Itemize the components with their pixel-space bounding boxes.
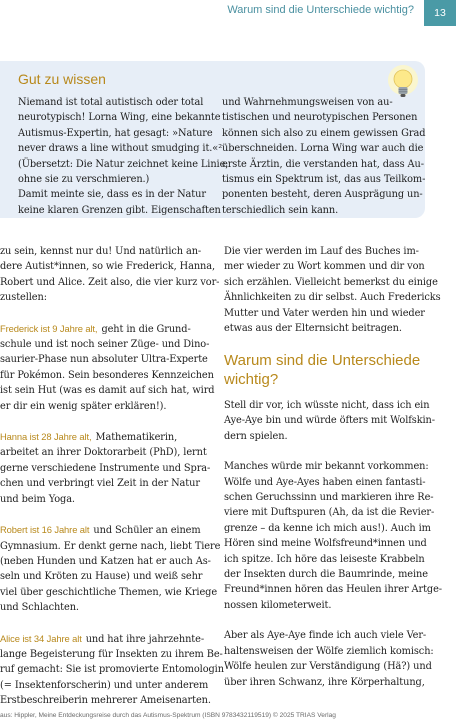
text-line: Wölfe und Aye-Ayes haben einen fantasti- bbox=[224, 476, 426, 488]
left-column bbox=[0, 244, 224, 709]
right-column-intro bbox=[224, 244, 441, 336]
alice-intro bbox=[0, 631, 212, 647]
text-line: der Insekten durch die Baumrinde, meine bbox=[224, 569, 428, 581]
hanna-tag: Hanna ist 28 Jahre alt, bbox=[0, 431, 92, 443]
text-fragment: Mathematikerin, bbox=[95, 432, 178, 444]
info-box-right-text bbox=[222, 95, 426, 218]
hanna-intro bbox=[0, 429, 212, 445]
text-line: können sich also zu einem gewissen Grad bbox=[222, 127, 426, 139]
text-line: dere Autist*innen, so wie Frederick, Hanna, bbox=[0, 261, 216, 273]
text-line: mer wieder zu Wort kommen und dir von bbox=[224, 261, 425, 273]
right-column-body bbox=[224, 398, 443, 690]
text-line: neurotypisch! Lorna Wing, eine bekannte bbox=[18, 112, 221, 124]
text-line: zustellen: bbox=[0, 292, 47, 304]
text-line: terschiedlich sein kann. bbox=[222, 204, 339, 216]
text-line: Niemand ist total autistisch oder total bbox=[18, 97, 204, 108]
text-line: und Schlachten. bbox=[0, 602, 79, 614]
text-line: zu sein, kennst nur du! Und natürlich an- bbox=[0, 246, 202, 257]
info-box-left-text bbox=[18, 95, 229, 218]
info-box-title: Gut zu wissen bbox=[18, 71, 106, 87]
text-line: grenze – da kenne ich mich aus!). Auch im bbox=[224, 522, 431, 534]
text-line: überschneiden. Lorna Wing war auch die bbox=[222, 143, 424, 155]
text-line: Aber als Aye-Aye finde ich auch viele Ver- bbox=[224, 630, 427, 642]
heading-line: wichtig? bbox=[224, 371, 279, 388]
text-line: ich spitze. Ich höre das leiseste Krabbeln bbox=[224, 553, 425, 565]
text-line: Mutter und Vater werden hin und wieder bbox=[224, 307, 425, 319]
text-line: Gymnasium. Er denkt gerne nach, liebt Tiere bbox=[0, 540, 221, 552]
text-line: (Übersetzt: Die Natur zeichnet keine Linie, bbox=[18, 158, 229, 170]
text-line: lange Begeisterung für Insekten zu ihrem Be- bbox=[0, 648, 223, 660]
frederick-intro bbox=[0, 321, 212, 337]
text-line: Stell dir vor, ich wüsste nicht, dass ich ein bbox=[224, 400, 430, 411]
text-line: saurier-Phase nun absoluter Ultra-Experte bbox=[0, 354, 208, 366]
robert-tag: Robert ist 16 Jahre alt bbox=[0, 524, 90, 536]
text-line: schule und ist noch seiner Züge- und Dino- bbox=[0, 339, 210, 351]
text-line: über ihren Schwanz, ihre Körperhaltung, bbox=[224, 676, 425, 688]
text-line: nossen kilometerweit. bbox=[224, 599, 332, 611]
text-line: (= Insektenforscherin) und unter anderem bbox=[0, 679, 209, 691]
copyright-footer: aus: Hippler, Meine Entdeckungsreise durch das Autismus-Spektrum (ISBN 9783432119519) © 2025 TRIAS Verlag bbox=[0, 712, 336, 719]
text-line: arbeitet an ihrer Doktorarbeit (PhD), lernt bbox=[0, 447, 207, 459]
section-heading bbox=[224, 351, 444, 389]
text-line: er dir ein wenig später erklären!). bbox=[0, 400, 167, 412]
text-line: tismus ein Spektrum ist, das aus Teilkom- bbox=[222, 174, 426, 186]
text-line: Aye-Aye bin und würde öfters mit Wolfskin- bbox=[224, 415, 435, 427]
text-line: (neben Hunden und Katzen hat er auch As- bbox=[0, 555, 211, 567]
text-line: etwas aus der Elternsicht beitragen. bbox=[224, 323, 402, 335]
text-line: Manches würde mir bekannt vorkommen: bbox=[224, 461, 429, 473]
text-line: erste Ärztin, die verstanden hat, dass Au- bbox=[222, 158, 424, 170]
text-line: und beim Yoga. bbox=[0, 493, 75, 505]
page-number: 13 bbox=[424, 0, 456, 26]
text-fragment: und Schüler an einem bbox=[93, 525, 201, 537]
text-line: viel über geschichtliche Themen, wie Kriege bbox=[0, 586, 218, 598]
text-line: und Wahrnehmungsweisen von au- bbox=[222, 97, 393, 108]
text-line: Erstbeschreiberin mehrerer Ameisenarten. bbox=[0, 695, 211, 707]
text-line: Hören sind meine Wolfsfreund*innen und bbox=[224, 538, 427, 550]
text-line: Die vier werden im Lauf des Buches im- bbox=[224, 246, 419, 257]
text-line: sich erzählen. Vielleicht bemerkst du einige bbox=[224, 276, 438, 288]
running-header: Warum sind die Unterschiede wichtig? bbox=[227, 4, 414, 16]
text-line: gerne verschiedene Instrumente und Spra- bbox=[0, 462, 211, 474]
text-fragment: und hat ihre jahrzehnte- bbox=[85, 633, 205, 645]
text-line: keine klaren Grenzen gibt. Eigenschaften bbox=[18, 204, 221, 216]
text-line: schen Geruchssinn und markieren ihre Re- bbox=[224, 492, 434, 504]
alice-tag: Alice ist 34 Jahre alt bbox=[0, 632, 82, 644]
text-line: für Pokémon. Sein besonderes Kennzeichen bbox=[0, 369, 214, 381]
text-line: never draws a line without smudging it.«² bbox=[18, 143, 223, 155]
text-line: dern spielen. bbox=[224, 430, 288, 442]
text-line: ist sein Hut (was es damit auf sich hat, wird bbox=[0, 385, 215, 397]
frederick-tag: Frederick ist 9 Jahre alt, bbox=[0, 322, 98, 334]
text-line: ponenten besteht, deren Ausprägung un- bbox=[222, 189, 423, 201]
text-line: seln und Kröten zu Hause) und weiß sehr bbox=[0, 571, 203, 583]
text-line: Ähnlichkeiten zu dir selbst. Auch Fredericks bbox=[224, 292, 441, 304]
text-line: Wölfe heulen zur Verständigung (Hä?) und bbox=[224, 661, 432, 673]
heading-line: Warum sind die Unterschiede bbox=[224, 352, 421, 369]
text-line: haltensweisen der Wölfe ziemlich komisch: bbox=[224, 645, 434, 657]
text-line: Autismus-Expertin, hat gesagt: »Nature bbox=[18, 127, 213, 139]
text-line: viere mit Duftspuren (Ah, da ist die Revier- bbox=[224, 507, 435, 519]
text-line: Damit meinte sie, dass es in der Natur bbox=[18, 189, 206, 201]
text-line: Robert und Alice. Zeit also, die vier kurz vor- bbox=[0, 276, 220, 288]
text-line: Freund*innen hören das Heulen ihrer Artge- bbox=[224, 584, 443, 596]
text-line: chen und verbringt viel Zeit in der Natur bbox=[0, 478, 200, 490]
text-line: ohne sie zu verschmieren.) bbox=[18, 174, 150, 186]
robert-intro bbox=[0, 522, 212, 538]
text-line: ruf gemacht: Sie ist promovierte Entomologin bbox=[0, 664, 224, 676]
text-line: tistischen und neurotypischen Personen bbox=[222, 112, 418, 124]
text-fragment: geht in die Grund- bbox=[101, 323, 191, 335]
